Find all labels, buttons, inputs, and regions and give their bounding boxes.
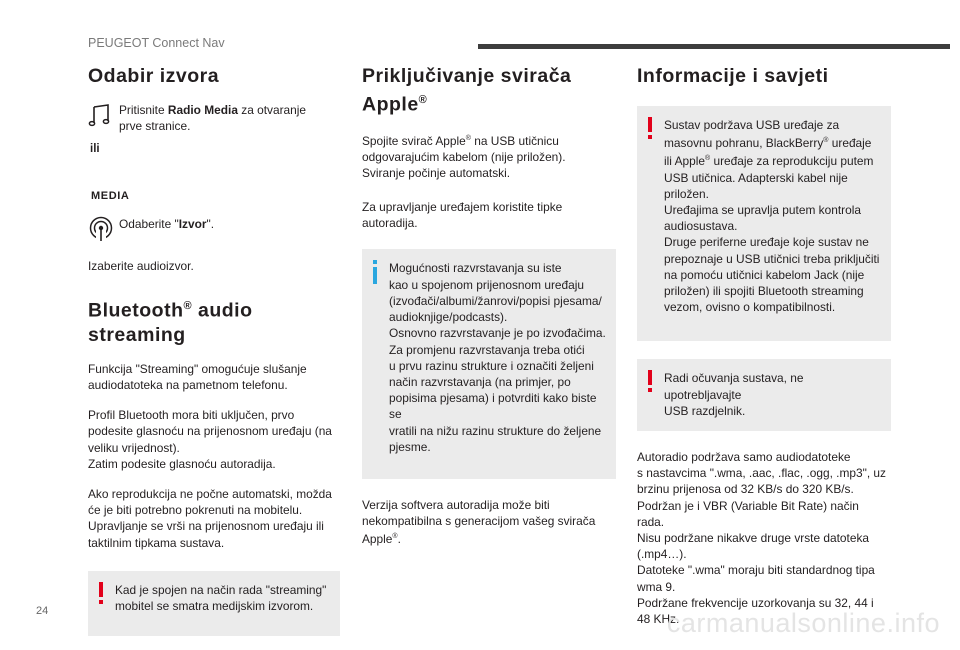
warning-exclamation-icon	[646, 370, 654, 396]
running-header: PEUGEOT Connect Nav	[88, 36, 225, 50]
bt-paragraph-3: Ako reprodukcija ne počne automatski, možda će je biti potrebno pokrenuti na mobitelu. Upravljanje se vrši na prijenosnom uređaju ili taktilnim tipkama sustava.	[88, 486, 332, 550]
music-note-icon	[88, 104, 112, 133]
column-source-selection	[88, 64, 340, 650]
section-title-source: Odabir izvora	[88, 65, 220, 87]
bt-paragraph-2: Profil Bluetooth mora biti uključen, prvo podesite glasnoću na prijenosnom uređaju (na veliku vrijednost). Zatim podesite glasnoću autoradija.	[88, 408, 332, 471]
warning-exclamation-icon	[97, 582, 105, 608]
watermark: carmanualsonline.info	[666, 608, 940, 638]
source-antenna-icon	[88, 216, 114, 247]
warning-box-usb-devices	[637, 106, 891, 341]
warning-text: Sustav podržava USB uređaje za masovnu pohranu, BlackBerry® uređaje ili Apple® uređaje za reprodukciju putem USB utičnica. Adapterski kabel nije priložen. Uređajima se upravlja putem kontrola audiosustava. Druge periferne uređaje koje sustav ne prepoznaje u USB utičnici treba priključiti na pomoću utičnici kabelom Jack (nije priložen) ili spojiti Bluetooth streaming vezom, ovisno o kompatibilnosti.	[664, 118, 880, 315]
apple-paragraph-1: Spojite svirač Apple® na USB utičnicu odgovarajućim kabelom (nije priložen). Sviranje počinje automatski.	[362, 133, 566, 180]
column-apple-player	[362, 64, 616, 562]
bt-paragraph-1: Funkcija "Streaming" omogućuje slušanje audiodatoteka na pametnom telefonu.	[88, 361, 307, 392]
apple-paragraph-2: Za upravljanje uređajem koristite tipke autoradija.	[362, 200, 563, 231]
warning-exclamation-icon	[646, 117, 654, 143]
select-audio-text: Izaberite audioizvor.	[88, 259, 194, 273]
column-info-tips	[637, 64, 891, 641]
section-title-bluetooth: Bluetooth® audio streaming	[88, 299, 253, 346]
step-radio-media	[88, 102, 340, 208]
info-text: Mogućnosti razvrstavanja su iste kao u spojenom prijenosnom uređaju (izvođači/albumi/žanrovi/popisi pjesama/ audioknjige/podcasts). Osnovno razvrstavanje je po izvođačima. Za promjenu razvrstavanja treba otići u prvu razinu strukture i označiti željeni način razvrstavanja (na primjer, po popisima pjesama) i potvrditi kako biste se vratili na nižu razinu strukture do željene pjesme.	[389, 261, 606, 454]
warning-text: Kad je spojen na način rada "streaming" mobitel se smatra medijskim izvorom.	[115, 582, 327, 613]
warning-text: Radi očuvanja sustava, ne upotrebljavajte USB razdjelnik.	[664, 371, 804, 418]
file-formats-paragraph: Autoradio podržava samo audiodatoteke s nastavcima ".wma, .aac, .flac, .ogg, .mp3", uz brzinu prijenosa od 32 KB/s do 320 KB/s. Podržan je i VBR (Variable Bit Rate) način rada. Nisu podržane nikakve druge vrste datoteka (.mp4…). Datoteke ".wma" moraju biti standardnog tipa wma 9. Podržane frekvencije uzorkovanja su 32, 44 i 48 KHz.	[637, 449, 886, 627]
section-title-info: Informacije i savjeti	[637, 65, 829, 87]
warning-box-usb-hub	[637, 359, 891, 431]
section-title-apple: Priključivanje svirača Apple®	[362, 65, 572, 116]
step1-text: Pritisnite Radio Media za otvaranje prve stranice.	[119, 103, 307, 134]
page-number: 24	[36, 605, 49, 617]
step-select-source	[88, 216, 340, 258]
media-button-label: MEDIA	[91, 190, 130, 202]
step2-text: Odaberite "Izvor".	[119, 217, 215, 231]
header-rule	[478, 44, 950, 49]
apple-paragraph-3: Verzija softvera autoradija može biti nekompatibilna s generacijom vašeg svirača Apple®.	[362, 497, 596, 547]
warning-box-streaming	[88, 571, 340, 636]
or-label: ili	[90, 143, 100, 155]
info-mark-icon	[371, 260, 379, 288]
info-box-sorting	[362, 249, 616, 478]
